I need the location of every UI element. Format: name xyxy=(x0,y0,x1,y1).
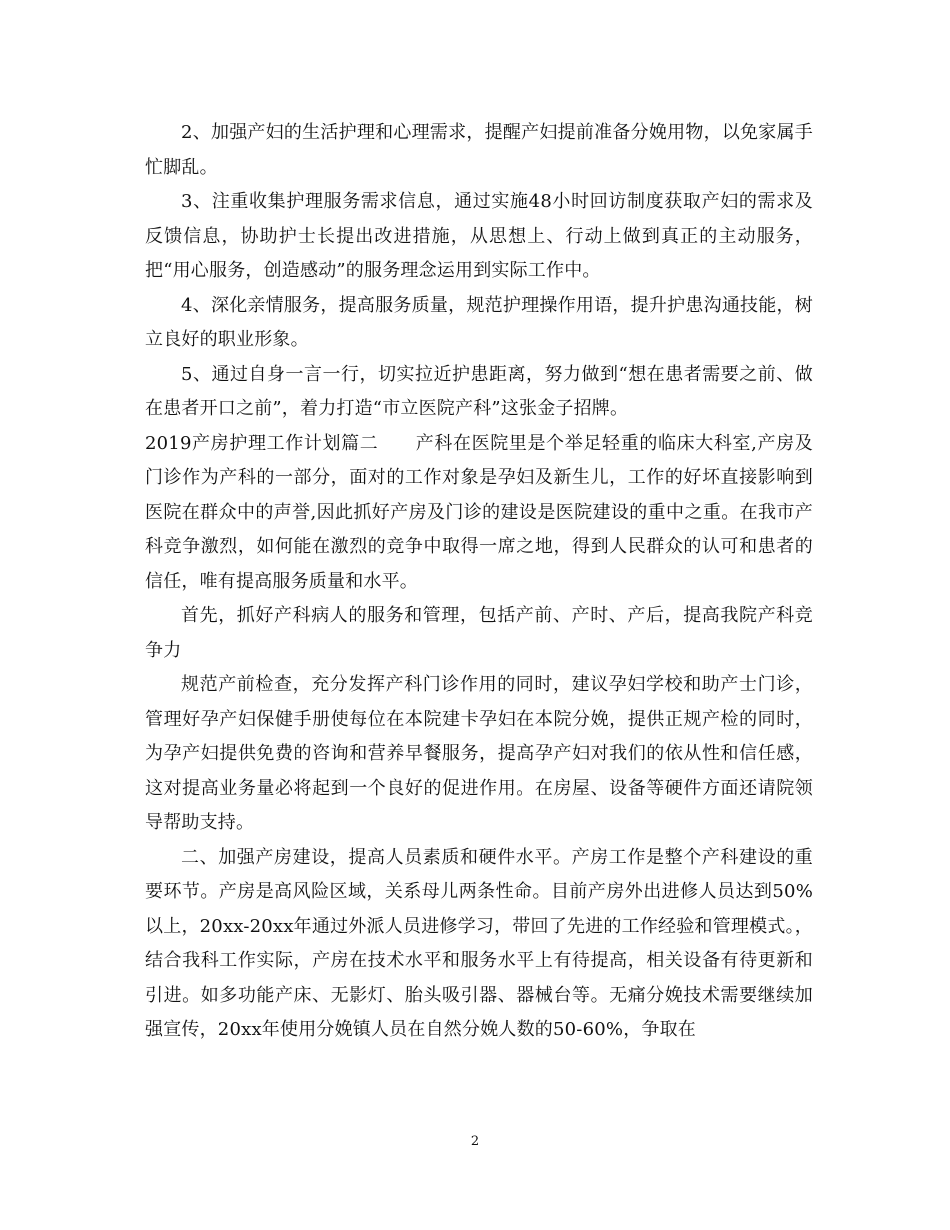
paragraph-first-point: 首先，抓好产科病人的服务和管理，包括产前、产时、产后，提高我院产科竞争力 xyxy=(145,605,813,661)
paragraph-item-4: 4、深化亲情服务，提高服务质量，规范护理操作用语，提升护患沟通技能，树立良好的职业形象。 xyxy=(145,294,813,350)
section-heading-paragraph: 2019产房护理工作计划篇二 产科在医院里是个举足轻重的临床大科室,产房及门诊作为产科的一部分，面对的工作对象是孕妇及新生儿，工作的好坏直接影响到医院在群众中的声誉,因此抓好产房及门诊的建设是医院建设的重中之重。在我市产科竞争激烈，如何能在激烈的竞争中取得一席之地，得到人民群众的认可和患者的信任，唯有提高服务质量和水平。 xyxy=(145,432,813,592)
paragraph-item-5: 5、通过自身一言一行，切实拉近护患距离，努力做到“想在患者需要之前、做在患者开口之前”，着力打造“市立医院产科”这张金子招牌。 xyxy=(145,363,813,419)
paragraph-prenatal-check: 规范产前检查，充分发挥产科门诊作用的同时，建议孕妇学校和助产士门诊，管理好孕产妇保健手册使每位在本院建卡孕妇在本院分娩，提供正规产检的同时，为孕产妇提供免费的咨询和营养早餐服务，提高孕产妇对我们的依从性和信任感，这对提高业务量必将起到一个良好的促进作用。在房屋、设备等硬件方面还请院领导帮助支持。 xyxy=(145,674,813,833)
paragraph-delivery-room: 二、加强产房建设，提高人员素质和硬件水平。产房工作是整个产科建设的重要环节。产房是高风险区域，关系母儿两条性命。目前产房外出进修人员达到50%以上，20xx-20xx年通过外派人员进修学习，带回了先进的工作经验和管理模式。，结合我科工作实际，产房在技术水平和服务水平上有待提高，相关设备有待更新和引进。如多功能产床、无影灯、胎头吸引器、器械台等。无痛分娩技术需要继续加强宣传，20xx年使用分娩镇人员在自然分娩人数的50-60%，争取在 xyxy=(145,846,813,1040)
page-number: 2 xyxy=(470,1134,480,1149)
paragraph-item-2: 2、加强产妇的生活护理和心理需求，提醒产妇提前准备分娩用物，以免家属手忙脚乱。 xyxy=(145,122,813,178)
paragraph-item-3: 3、注重收集护理服务需求信息，通过实施48小时回访制度获取产妇的需求及反馈信息，协助护士长提出改进措施，从思想上、行动上做到真正的主动服务，把“用心服务，创造感动”的服务理念运用到实际工作中。 xyxy=(145,191,813,281)
document-body xyxy=(145,116,813,1048)
